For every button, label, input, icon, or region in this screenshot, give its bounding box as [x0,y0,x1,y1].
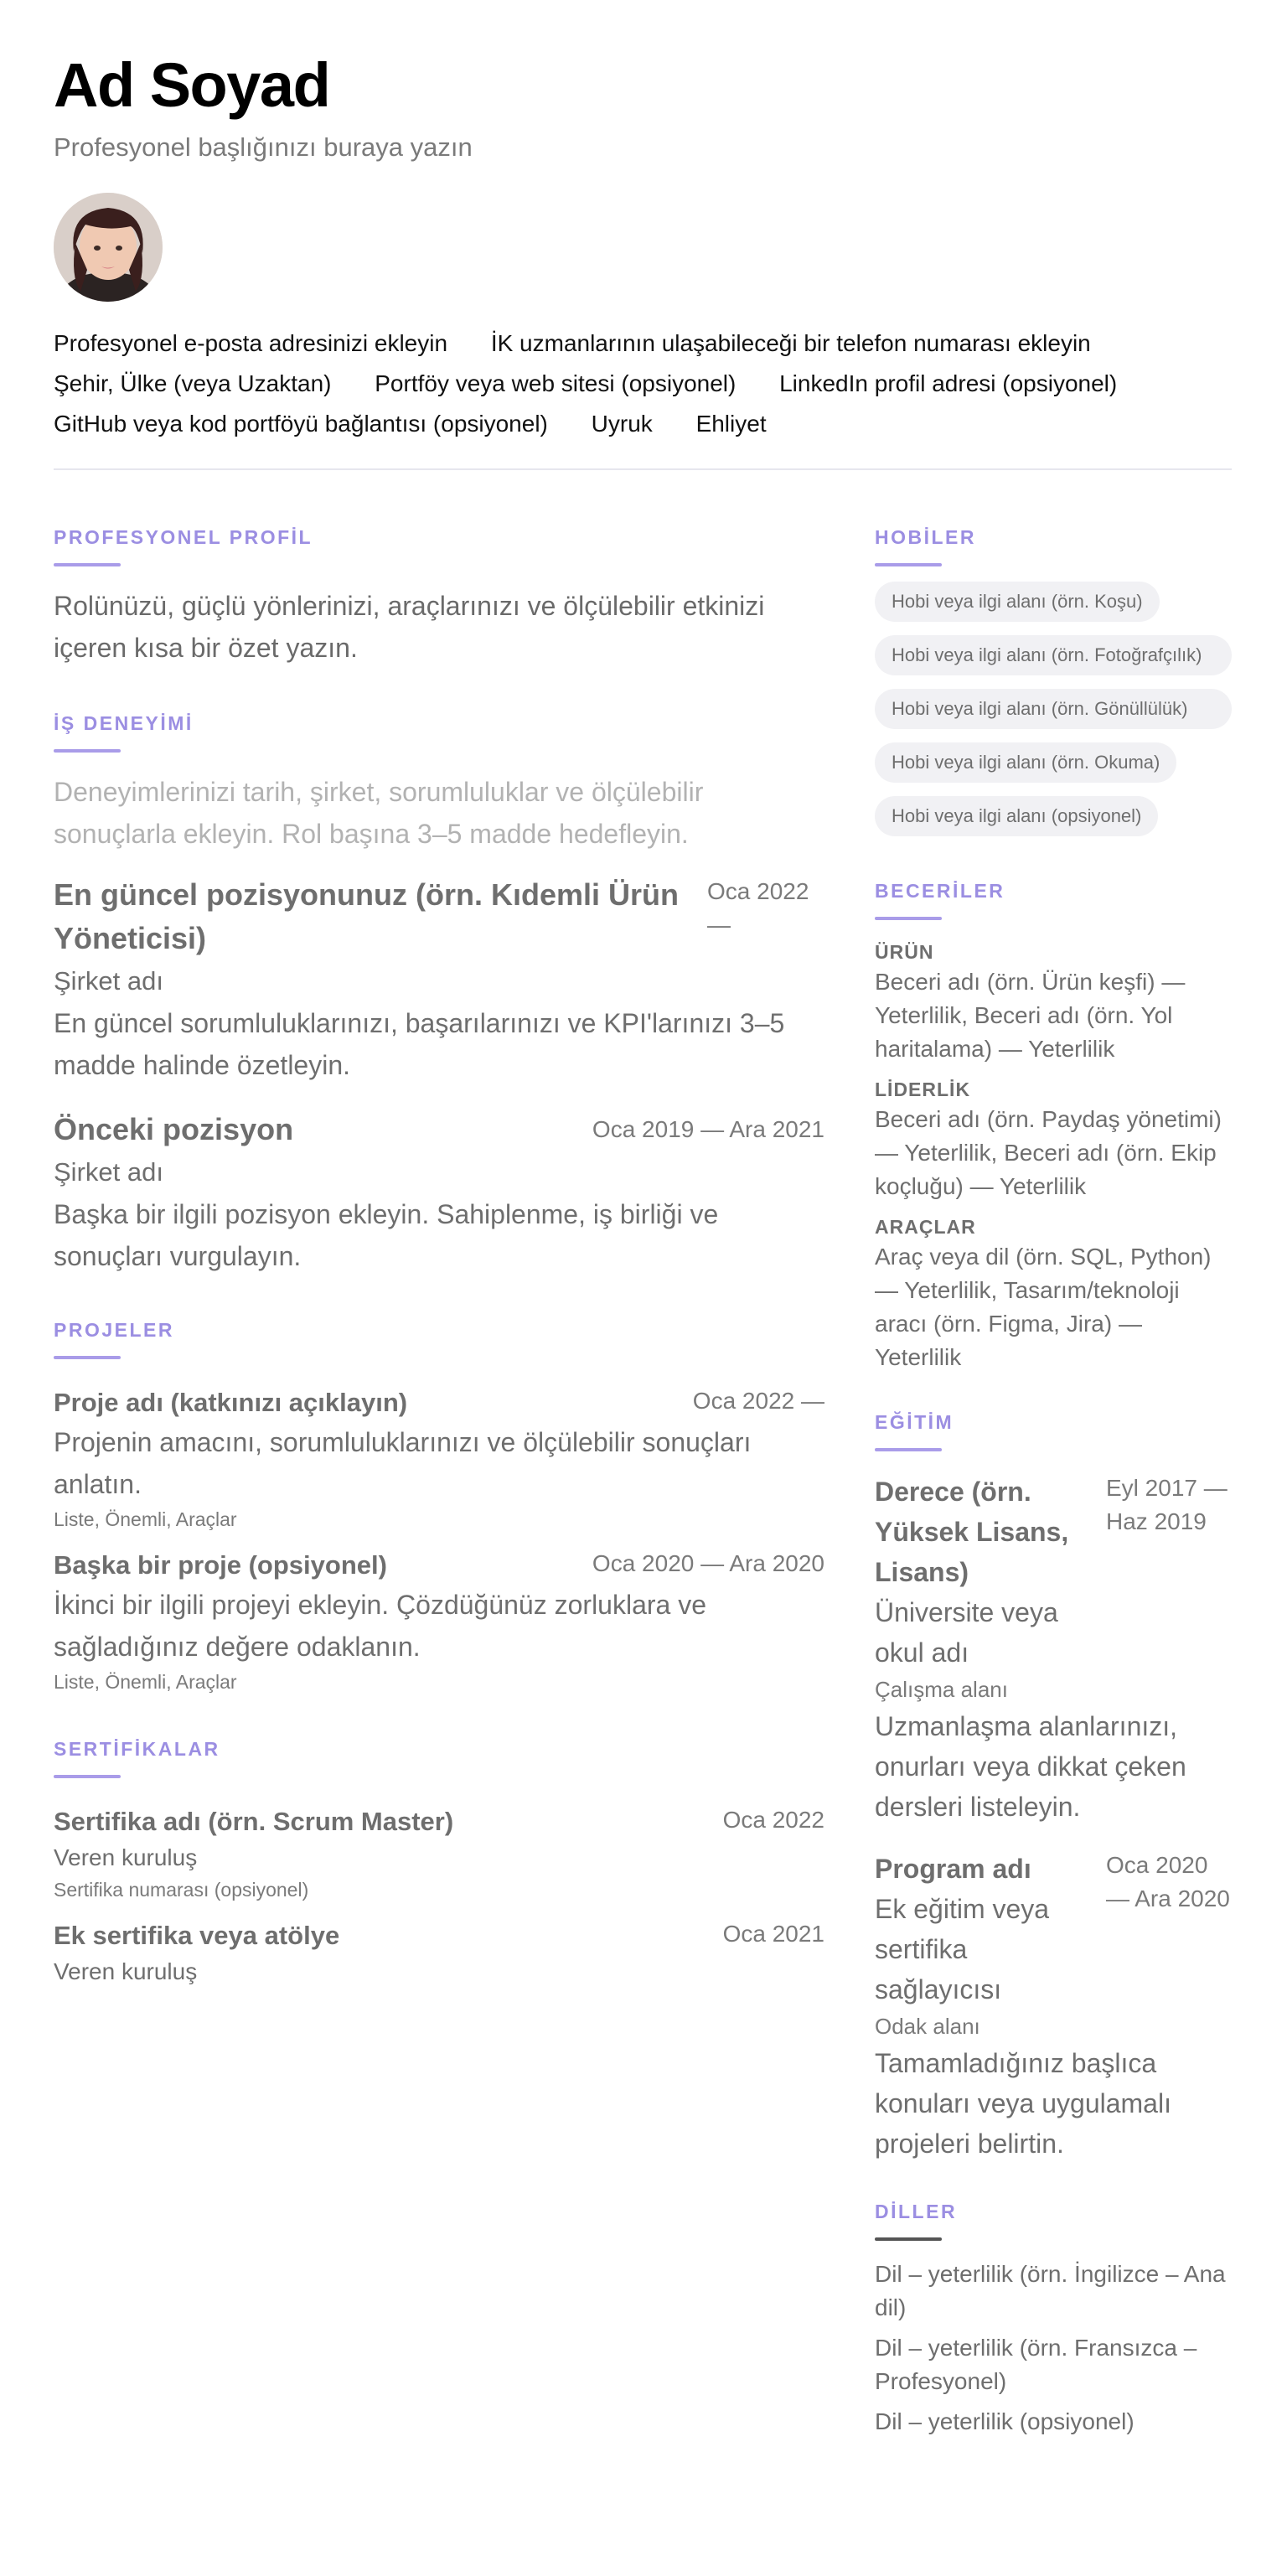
section-title: BECERİLER [875,880,1005,902]
school-name: Üniversite veya okul adı [875,1597,1058,1668]
experience-intro: Deneyimlerinizi tarih, şirket, sorumluluklar ve ölçülebilir sonuçlarla ekleyin. Rol başına 3–5 madde hedefleyin. [54,777,704,849]
certification-issuer: Veren kuruluş [54,1844,198,1870]
job-description: Başka bir ilgili pozisyon ekleyin. Sahiplenme, iş birliği ve sonuçları vurgulayın. [54,1199,719,1271]
section-title: İŞ DENEYİMİ [54,712,194,734]
section-title: PROJELER [54,1319,174,1341]
section-underline [875,917,942,920]
hobby-chip: Hobi veya ilgi alanı (örn. Gönüllülük) [875,689,1232,729]
hobby-chip: Hobi veya ilgi alanı (örn. Koşu) [875,582,1160,622]
certification-name: Sertifika adı (örn. Scrum Master) [54,1807,454,1836]
field-of-study: Çalışma alanı [875,1677,1008,1702]
certification-name: Ek sertifika veya atölye [54,1921,340,1950]
header-divider [54,468,1232,470]
experience-section [54,711,824,1277]
contact-row [54,364,1232,404]
certification-item [54,1917,824,1989]
profile-summary: Rolünüzü, güçlü yönlerinizi, araçlarınızı ve ölçülebilir etkinizi içeren kısa bir özet yazın. [54,591,765,663]
skill-list: Araç veya dil (örn. SQL, Python) — Yeterlilik, Tasarım/teknoloji aracı (örn. Figma, Jira) — Yeterlilik [875,1244,1212,1370]
contact-row [54,323,1232,364]
skill-category: LİDERLİK [875,1079,971,1100]
section-title: EĞİTİM [875,1411,954,1433]
certification-issuer: Veren kuruluş [54,1958,198,1984]
skill-category: ÜRÜN [875,941,934,963]
website-contact[interactable]: Portföy veya web sitesi (opsiyonel) [375,370,737,396]
hobby-chip: Hobi veya ilgi alanı (opsiyonel) [875,796,1158,836]
section-underline [875,1448,942,1451]
education-description: Uzmanlaşma alanlarınızı, onurları veya dikkat çeken dersleri listeleyin. [875,1711,1186,1822]
section-underline [54,563,121,566]
certifications-section [54,1736,824,1989]
skill-category: ARAÇLAR [875,1216,976,1238]
profile-section [54,525,824,669]
contact-info [54,323,1232,444]
project-tags: Liste, Önemli, Araçlar [54,1508,237,1530]
professional-headline: Profesyonel başlığınızı buraya yazın [54,132,473,162]
education-item [875,1472,1232,1827]
project-item [54,1547,824,1696]
email-contact[interactable]: Profesyonel e-posta adresinizi ekleyin [54,330,448,356]
location-contact: Şehir, Ülke (veya Uzaktan) [54,370,332,396]
project-date: Oca 2020 — Ara 2020 [592,1550,824,1576]
project-tags: Liste, Önemli, Araçlar [54,1671,237,1693]
avatar [54,193,163,302]
degree-name: Derece (örn. Yüksek Lisans, Lisans) [875,1477,1069,1587]
project-description: Projenin amacını, sorumluluklarınızı ve ölçülebilir sonuçları anlatın. [54,1427,752,1499]
main-column [54,503,824,1989]
job-description: En güncel sorumluluklarınızı, başarılarınızı ve KPI'larınızı 3–5 madde halinde özetleyin. [54,1008,785,1080]
section-underline [54,749,121,753]
language-list [875,2258,1232,2439]
section-title: HOBİLER [875,526,976,548]
job-title: En güncel pozisyonunuz (örn. Kıdemli Ürün Yöneticisi) [54,877,679,955]
license-contact: Ehliyet [695,411,767,437]
section-underline [54,1775,121,1778]
project-name: Proje adı (katkınızı açıklayın) [54,1388,408,1417]
skill-list: Beceri adı (örn. Ürün keşfi) — Yeterlilik, Beceri adı (örn. Yol haritalama) — Yeterlilik [875,969,1186,1062]
skills-section [875,878,1232,1374]
project-date: Oca 2022 — [692,1388,824,1414]
certification-item [54,1803,824,1904]
skill-group [875,1076,1232,1203]
skill-group [875,939,1232,1066]
section-title: PROFESYONEL PROFİL [54,526,313,548]
school-name: Ek eğitim veya sertifika sağlayıcısı [875,1894,1050,2004]
education-date: Oca 2020 — Ara 2020 [1106,1852,1230,1911]
phone-contact[interactable]: İK uzmanlarının ulaşabileceği bir telefon numarası ekleyin [490,330,1091,356]
hobbies-section [875,525,1232,850]
job-title: Önceki pozisyon [54,1112,294,1146]
section-underline [875,563,942,566]
language-item: Dil – yeterlilik (opsiyonel) [875,2408,1135,2434]
side-column [875,503,1232,2439]
education-section [875,1410,1232,2164]
certification-date: Oca 2022 [722,1807,824,1833]
education-date: Eyl 2017 — Haz 2019 [1106,1475,1228,1534]
hobby-chip: Hobi veya ilgi alanı (örn. Okuma) [875,742,1176,783]
languages-section [875,2199,1232,2439]
skill-list: Beceri adı (örn. Paydaş yönetimi) — Yeterlilik, Beceri adı (örn. Ekip koçluğu) — Yeterlilik [875,1106,1222,1199]
experience-item [54,1108,824,1277]
project-description: İkinci bir ilgili projeyi ekleyin. Çözdüğünüz zorluklara ve sağladığınız değere odaklanın. [54,1590,707,1662]
certification-number: Sertifika numarası (opsiyonel) [54,1879,309,1901]
contact-row [54,404,1232,444]
language-item: Dil – yeterlilik (örn. İngilizce – Ana dil) [875,2261,1226,2320]
education-item [875,1849,1232,2164]
section-underline [54,1356,121,1359]
certification-date: Oca 2021 [722,1921,824,1947]
profile-photo-icon [54,193,163,302]
nationality-contact: Uyruk [591,411,653,437]
skill-group [875,1213,1232,1374]
projects-section [54,1317,824,1696]
project-name: Başka bir proje (opsiyonel) [54,1550,387,1580]
github-contact[interactable]: GitHub veya kod portföyü bağlantısı (opsiyonel) [54,411,548,437]
job-date: Oca 2022 — [707,878,809,938]
degree-name: Program adı [875,1854,1031,1884]
company-name: Şirket adı [54,966,163,996]
project-item [54,1384,824,1534]
company-name: Şirket adı [54,1157,163,1187]
job-date: Oca 2019 — Ara 2021 [592,1116,824,1142]
language-item: Dil – yeterlilik (örn. Fransızca – Profesyonel) [875,2335,1197,2394]
hobby-list [875,582,1232,850]
full-name: Ad Soyad [54,50,330,120]
section-title: DİLLER [875,2201,958,2222]
hobby-chip: Hobi veya ilgi alanı (örn. Fotoğrafçılık) [875,635,1232,675]
section-title: SERTİFİKALAR [54,1738,220,1760]
field-of-study: Odak alanı [875,2014,980,2039]
linkedin-contact[interactable]: LinkedIn profil adresi (opsiyonel) [779,370,1118,396]
section-underline [875,2237,942,2241]
education-description: Tamamladığınız başlıca konuları veya uygulamalı projeleri belirtin. [875,2048,1171,2159]
experience-item [54,873,824,1086]
